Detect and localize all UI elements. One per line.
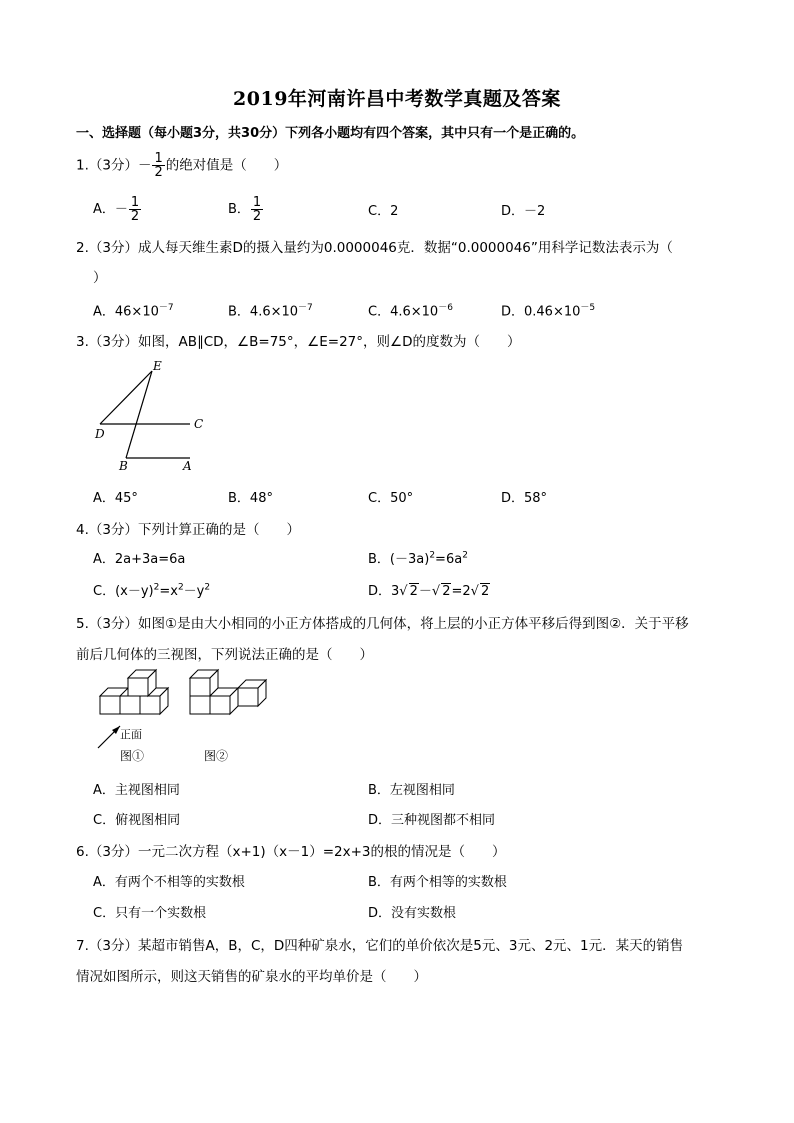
question-7-line-1: 7.（3分）某超市销售A，B，C，D四种矿泉水，它们的单价依次是5元、3元、2元、1元．某天的销售	[76, 938, 684, 954]
question-4: 4.（3分）下列计算正确的是（ ）	[76, 522, 300, 538]
q6-option-a: A．有两个不相等的实数根	[93, 875, 245, 890]
q1-option-a: A．－ $\frac{1}{2}$	[93, 195, 140, 224]
question-6: 6.（3分）一元二次方程（x+1)（x－1）=2x+3的根的情况是（ ）	[76, 844, 506, 860]
label-c: C	[194, 417, 204, 431]
q2-option-b: B．$4.6\times 10^{-7}$	[228, 303, 313, 320]
q2-option-a: A．$46\times 10^{-7}$	[93, 303, 174, 320]
q4-option-d: D．3√ 2－√ 2=2√ 2	[368, 584, 490, 599]
question-5-line-1: 5.（3分）如图①是由大小相同的小正方体搭成的几何体，将上层的小正方体平移后得到图②．关于平移	[76, 616, 689, 632]
front-label: 正面	[120, 728, 142, 741]
question-7-line-2: 情况如图所示，则这天销售的矿泉水的平均单价是（ ）	[76, 969, 427, 985]
q2-option-c: C．$4.6\times 10^{-6}$	[368, 303, 453, 320]
q2-option-d: D．$0.46\times 10^{-5}$	[501, 303, 596, 320]
q3-option-a: A．45°	[93, 491, 138, 506]
q1-option-d: D．－2	[501, 204, 546, 219]
q4-option-c: C．$(x-y)^2=x^2-y^2$	[93, 582, 211, 599]
label-e: E	[153, 359, 162, 373]
q4-option-b: B．$(-3a)^2=6a^2$	[368, 550, 468, 567]
q6-option-c: C．只有一个实数根	[93, 906, 207, 921]
q1-option-c: C．2	[368, 204, 399, 219]
q5-option-c: C．俯视图相同	[93, 813, 181, 828]
figure-1-label: 图①	[120, 749, 145, 763]
q5-figure	[90, 668, 280, 768]
section-header: 一、选择题（每小题3分，共30分）下列各小题均有四个答案，其中只有一个是正确的。	[76, 126, 585, 141]
q3-figure	[90, 358, 220, 476]
q5-option-d: D．三种视图都不相同	[368, 813, 496, 828]
q1-fraction: $\frac{1}{2}$	[154, 151, 163, 180]
q3-option-b: B．48°	[228, 491, 273, 506]
q1-prefix: 1.（3分）－	[76, 157, 152, 174]
question-2-line-1: 2.（3分）成人每天维生素D的摄入量约为0.0000046克．数据“0.0000046”用科学记数法表示为（	[76, 240, 673, 256]
figure-2-label: 图②	[204, 749, 229, 763]
q1-suffix: 的绝对值是（ ）	[165, 157, 288, 174]
question-1	[76, 152, 287, 179]
figure-2-cubes	[190, 670, 266, 714]
q6-option-b: B．有两个相等的实数根	[368, 875, 507, 890]
q3-option-c: C．50°	[368, 491, 414, 506]
q5-option-a: A．主视图相同	[93, 783, 180, 798]
q4-option-a: A．2a+3a=6a	[93, 552, 186, 567]
figure-1-cubes	[100, 670, 168, 714]
label-a: A	[183, 459, 192, 473]
question-2-line-2: ）	[93, 270, 107, 286]
q1-option-b: B． $\frac{1}{2}$	[228, 195, 262, 224]
question-3: 3.（3分）如图，AB∥CD，∠B=75°，∠E=27°，则∠D的度数为（ ）	[76, 334, 521, 350]
page-title: 2019年河南许昌中考数学真题及答案	[233, 88, 561, 110]
q3-option-d: D．58°	[501, 491, 548, 506]
q6-option-d: D．没有实数根	[368, 906, 457, 921]
label-d: D	[95, 427, 105, 441]
question-5-line-2: 前后几何体的三视图，下列说法正确的是（ ）	[76, 647, 373, 663]
label-b: B	[119, 459, 128, 473]
q5-option-b: B．左视图相同	[368, 783, 455, 798]
